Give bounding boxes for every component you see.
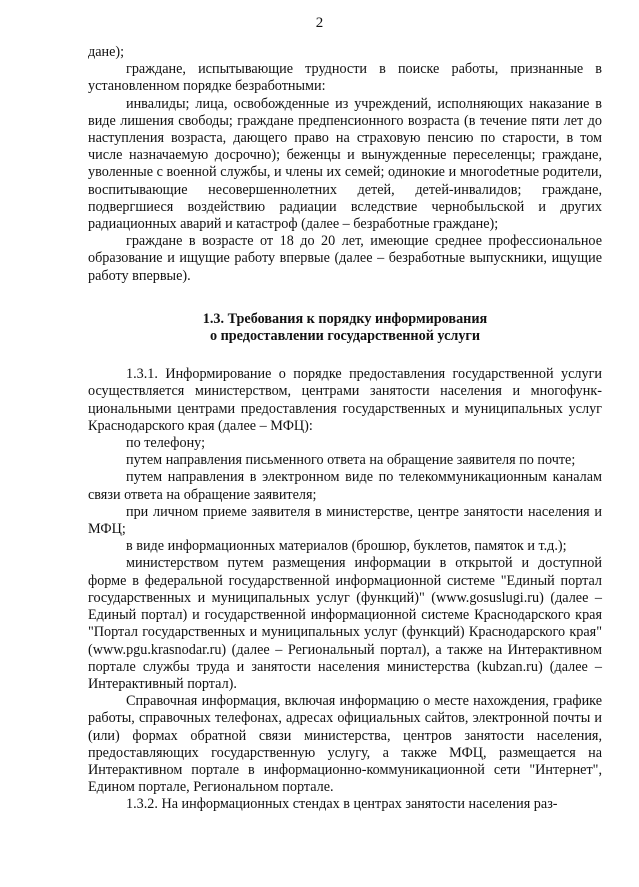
paragraph: при личном приеме заявителя в министерстве, центре занятости населения и МФЦ; (88, 503, 602, 538)
paragraph: граждане в возрасте от 18 до 20 лет, имеющие среднее профессиональное образование и ищущие работу впервые (далее – безработные выпускники, ищущие работу впервые). (88, 233, 602, 284)
section-heading (88, 311, 602, 345)
paragraph: в виде информационных материалов (брошюр, буклетов, памяток и т.д.); (126, 538, 567, 555)
section-heading-line-1: 1.3. Требования к порядку информирования (202, 310, 488, 327)
paragraphs-top (88, 44, 602, 285)
paragraph: граждане, испытывающие трудности в поиске работы, признанные в установленном порядке безработными: (88, 61, 602, 95)
paragraphs-bottom (88, 366, 602, 813)
paragraph: инвалиды; лица, освобожденные из учреждений, исполняющих наказание в виде лишения свободы; граждане предпенсионного возраста (в течение пяти лет до наступления возраста, дающего право на страховую пенсию по старости, в том числе назначаемую досрочно); беженцы и вынужденные переселенцы; граждане, уволенные с военной службы, и члены их семей; одинокие и многоdетные родители, воспитывающие несовершеннолетних детей, детей-инвалидов; граждане, подвергшиеся воздействию радиации вследствие чернобыльской и других радиационных аварий и катастроф (далее – безработные граждане); (88, 95, 602, 233)
paragraph: дане); (88, 44, 125, 60)
section-heading-line-2: о предоставлении государственной услуги (209, 328, 481, 345)
paragraph: путем направления письменного ответа на обращение заявителя по почте; (126, 452, 576, 469)
paragraph: министерством путем размещения информации в открытой и доступной форме в федеральной государственной информационной системе "Единый портал государственных и муниципальных услуг (функций)" (www.gosuslugi.ru) (далее – Единый портал) и государственной информационной системе Краснодарского края "Портал государственных и муниципальных услуг (функций) Краснодарского края" (www.pgu.krasnodar.ru) (далее – Региональный портал), а также на Интерактивном портале службы труда и занятости населения министерства (kubzan.ru) (далее – Интерактивный портал). (88, 555, 602, 692)
paragraph: 1.3.1. Информирование о порядке предоставления государственной услуги осуществляется министерством, центрами занятости населения и многофункциональными центрами предоставления государственных и муниципальных услуг Краснодарского края (далее – МФЦ): (88, 366, 602, 434)
document-body (88, 44, 602, 814)
page-number: 2 (315, 15, 324, 31)
paragraph: путем направления в электронном виде по телекоммуникационным каналам связи ответа на обращение заявителя; (88, 469, 602, 503)
paragraph: 1.3.2. На информационных стендах в центрах занятости населения раз- (126, 796, 558, 813)
paragraph: по телефону; (126, 435, 206, 452)
paragraph: Справочная информация, включая информацию о месте нахождения, графике работы, справочных телефонах, адресах официальных сайтов, электронной почты и (или) формах обратной связи министерства, центров занятости населения, предоставляющих государственную услугу, а также МФЦ, размещается на Интерактивном портале в информационно-коммуникационной сети "Интернет", Едином портале, Региональном портале. (88, 693, 602, 796)
